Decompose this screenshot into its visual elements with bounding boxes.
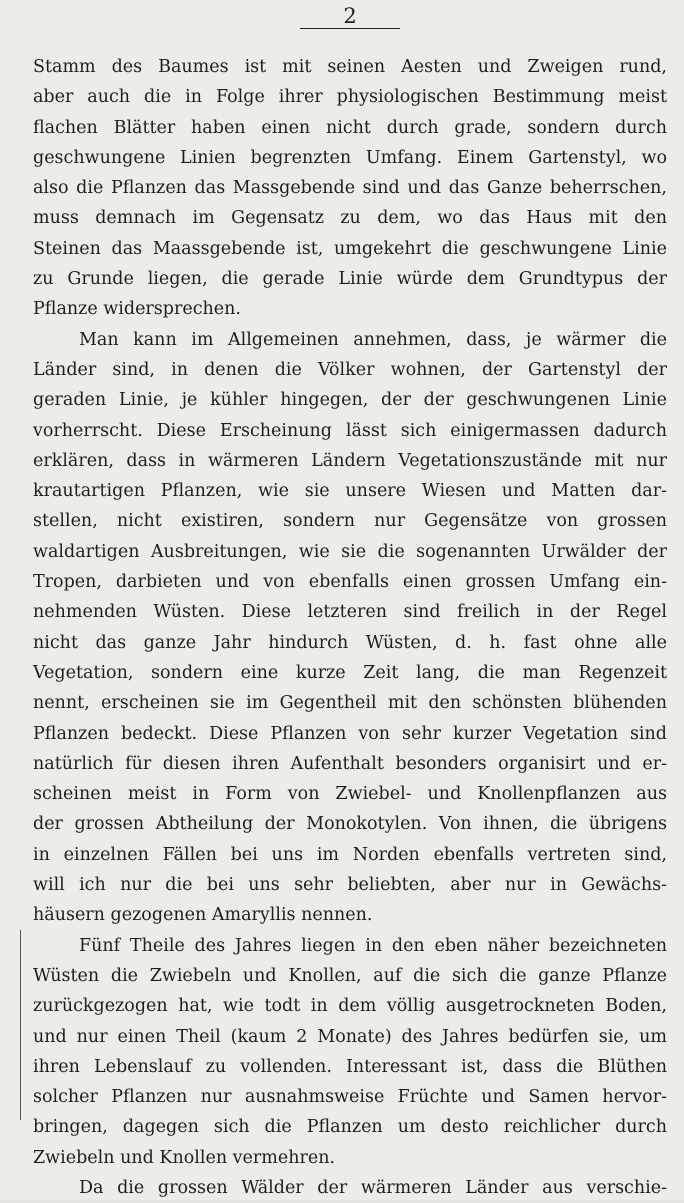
text-line: will ich nur die bei uns sehr beliebten, aber nur in Gewächs-: [33, 875, 667, 896]
text-line: krautartigen Pflanzen, wie sie unsere Wiesen und Matten dar-: [33, 481, 667, 502]
text-line: flachen Blätter haben einen nicht durch grade, sondern durch: [33, 117, 667, 138]
text-line: Tropen, darbieten und von ebenfalls einen grossen Umfang ein-: [33, 572, 667, 593]
text-line: nicht das ganze Jahr hindurch Wüsten, d. h. fast ohne alle: [33, 632, 667, 653]
text-line: waldartigen Ausbreitungen, wie sie die sogenannten Urwälder der: [33, 541, 667, 562]
text-line: Man kann im Allgemeinen annehmen, dass, je wärmer die: [79, 329, 667, 350]
page-number: 2: [343, 4, 357, 28]
text-line: Fünf Theile des Jahres liegen in den eben näher bezeichneten: [79, 935, 667, 956]
text-line: also die Pflanzen das Massgebende sind und das Ganze beherrschen,: [33, 178, 667, 199]
text-line: geschwungene Linien begrenzten Umfang. Einem Gartenstyl, wo: [33, 147, 667, 168]
text-line: nennt, erscheinen sie im Gegentheil mit den schönsten blühenden: [33, 693, 667, 714]
text-line: Stamm des Baumes ist mit seinen Aesten und Zweigen rund,: [33, 57, 667, 77]
text-line: und nur einen Theil (kaum 2 Monate) des Jahres bedürfen sie, um: [33, 1026, 667, 1047]
text-line: Pflanzen bedeckt. Diese Pflanzen von sehr kurzer Vegetation sind: [33, 723, 667, 744]
text-line: Da die grossen Wälder der wärmeren Länder aus verschie-: [79, 1177, 667, 1198]
text-line: Zwiebeln und Knollen vermehren.: [33, 1147, 336, 1168]
text-line: nehmenden Wüsten. Diese letzteren sind freilich in der Regel: [33, 602, 667, 623]
text-line: in einzelnen Fällen bei uns im Norden ebenfalls vertreten sind,: [33, 844, 667, 865]
text-line: stellen, nicht existiren, sondern nur Gegensätze von grossen: [33, 511, 667, 532]
text-line: Länder sind, in denen die Völker wohnen, der Gartenstyl der: [33, 359, 667, 380]
text-line: erklären, dass in wärmeren Ländern Vegetationszustände mit nur: [33, 450, 667, 471]
text-line: der grossen Abtheilung der Monokotylen. Von ihnen, die übrigens: [33, 814, 667, 835]
text-line: Pflanze widersprechen.: [33, 299, 241, 320]
text-line: aber auch die in Folge ihrer physiologischen Bestimmung meist: [33, 87, 667, 108]
text-line: bringen, dagegen sich die Pflanzen um desto reichlicher durch: [33, 1117, 667, 1138]
margin-mark: [20, 930, 21, 1120]
text-line: muss demnach im Gegensatz zu dem, wo das Haus mit den: [33, 208, 667, 229]
text-line: vorherrscht. Diese Erscheinung lässt sich einigermassen dadurch: [33, 420, 667, 441]
text-line: häusern gezogenen Amaryllis nennen.: [33, 905, 373, 926]
text-line: scheinen meist in Form von Zwiebel- und Knollenpflanzen aus: [33, 784, 667, 805]
text-line: zu Grunde liegen, die gerade Linie würde dem Grundtypus der: [33, 269, 667, 290]
body-text: [33, 52, 667, 1203]
text-line: natürlich für diesen ihren Aufenthalt besonders organisirt und er-: [33, 753, 667, 774]
text-line: Vegetation, sondern eine kurze Zeit lang, die man Regenzeit: [33, 662, 667, 683]
text-line: ihren Lebenslauf zu vollenden. Interessant ist, dass die Blüthen: [33, 1056, 667, 1077]
text-line: geraden Linie, je kühler hingegen, der der geschwungenen Linie: [33, 390, 667, 411]
page-number-rule: [300, 28, 400, 29]
text-line: Steinen das Maassgebende ist, umgekehrt die geschwungene Linie: [33, 238, 667, 259]
text-line: Wüsten die Zwiebeln und Knollen, auf die sich die ganze Pflanze: [33, 965, 667, 986]
text-line: solcher Pflanzen nur ausnahmsweise Früchte und Samen hervor-: [33, 1087, 667, 1108]
text-line: zurückgezogen hat, wie todt in dem völlig ausgetrockneten Boden,: [33, 996, 667, 1017]
